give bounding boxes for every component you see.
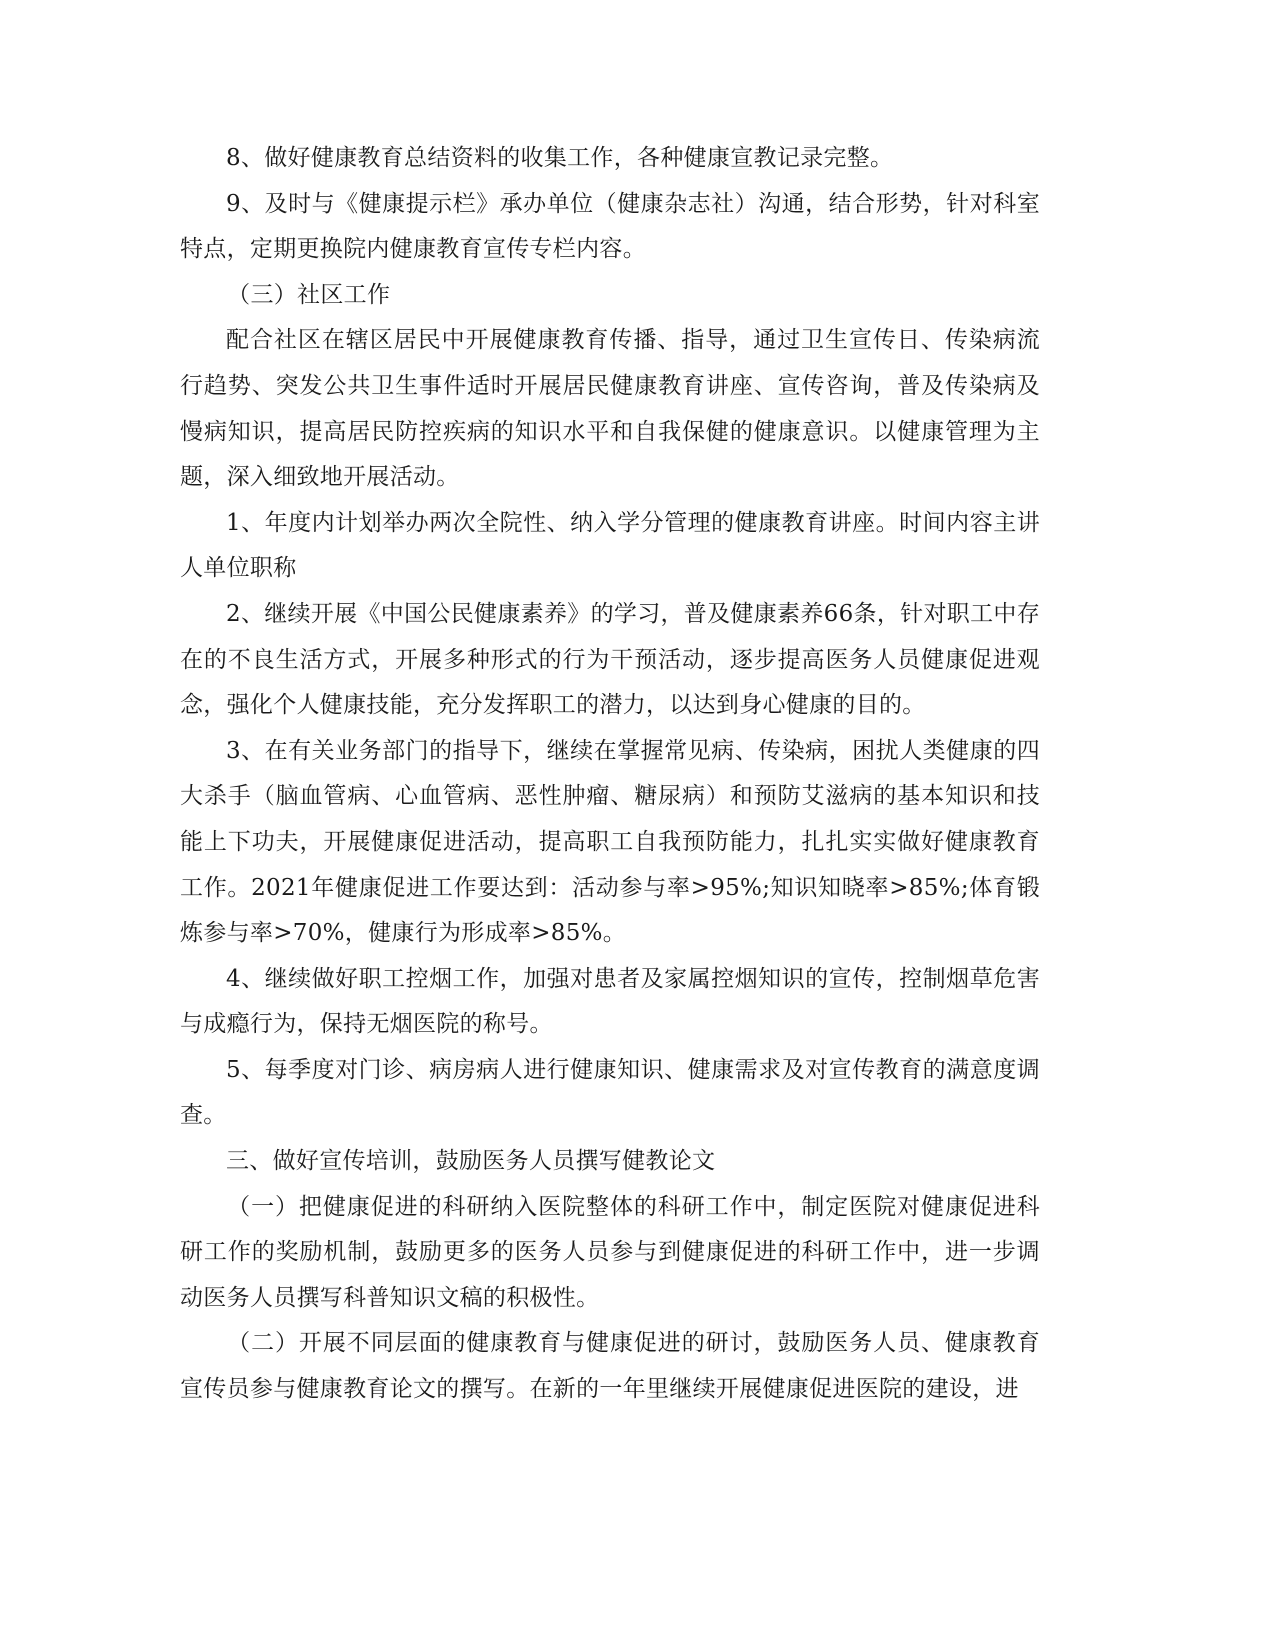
- paragraph-item-2: 2、继续开展《中国公民健康素养》的学习，普及健康素养66条，针对职工中存在的不良生活方式，开展多种形式的行为干预活动，逐步提高医务人员健康促进观念，强化个人健康技能，充分发挥职工的潜力，以达到身心健康的目的。: [180, 600, 1040, 719]
- section-heading-community-work: （三）社区工作: [227, 281, 391, 308]
- paragraph-item-8: 8、做好健康教育总结资料的收集工作，各种健康宣教记录完整。: [226, 145, 894, 171]
- paragraph-item-1: 1、年度内计划举办两次全院性、纳入学分管理的健康教育讲座。时间内容主讲人单位职称: [180, 509, 1040, 582]
- paragraph-community-intro: 配合社区在辖区居民中开展健康教育传播、指导，通过卫生宣传日、传染病流行趋势、突发公共卫生事件适时开展居民健康教育讲座、宣传咨询，普及传染病及慢病知识，提高居民防控疾病的知识水平和自我保健的健康意识。以健康管理为主题，深入细致地开展活动。: [180, 327, 1040, 491]
- paragraph-item-5: 5、每季度对门诊、病房病人进行健康知识、健康需求及对宣传教育的满意度调查。: [180, 1056, 1040, 1129]
- paragraph-item-3: 3、在有关业务部门的指导下，继续在掌握常见病、传染病，困扰人类健康的四大杀手（脑血管病、心血管病、恶性肿瘤、糖尿病）和预防艾滋病的基本知识和技能上下功夫，开展健康促进活动，提高职工自我预防能力，扎扎实实做好健康教育工作。2021年健康促进工作要达到：活动参与率>95%;知识知晓率>85%;体育锻炼参与率>70%，健康行为形成率>85%。: [180, 737, 1040, 947]
- paragraph-item-4: 4、继续做好职工控烟工作，加强对患者及家属控烟知识的宣传，控制烟草危害与成瘾行为，保持无烟医院的称号。: [180, 965, 1040, 1038]
- section-heading-training: 三、做好宣传培训，鼓励医务人员撰写健教论文: [226, 1148, 716, 1175]
- paragraph-sub-1: （一）把健康促进的科研纳入医院整体的科研工作中，制定医院对健康促进科研工作的奖励机制，鼓励更多的医务人员参与到健康促进的科研工作中，进一步调动医务人员撰写科普知识文稿的积极性。: [180, 1193, 1040, 1311]
- paragraph-sub-2: （二）开展不同层面的健康教育与健康促进的研讨，鼓励医务人员、健康教育宣传员参与健康教育论文的撰写。在新的一年里继续开展健康促进医院的建设，进: [180, 1330, 1040, 1403]
- paragraph-item-9: 9、及时与《健康提示栏》承办单位（健康杂志社）沟通，结合形势，针对科室特点，定期更换院内健康教育宣传专栏内容。: [180, 190, 1040, 263]
- document-page: [180, 136, 1040, 1413]
